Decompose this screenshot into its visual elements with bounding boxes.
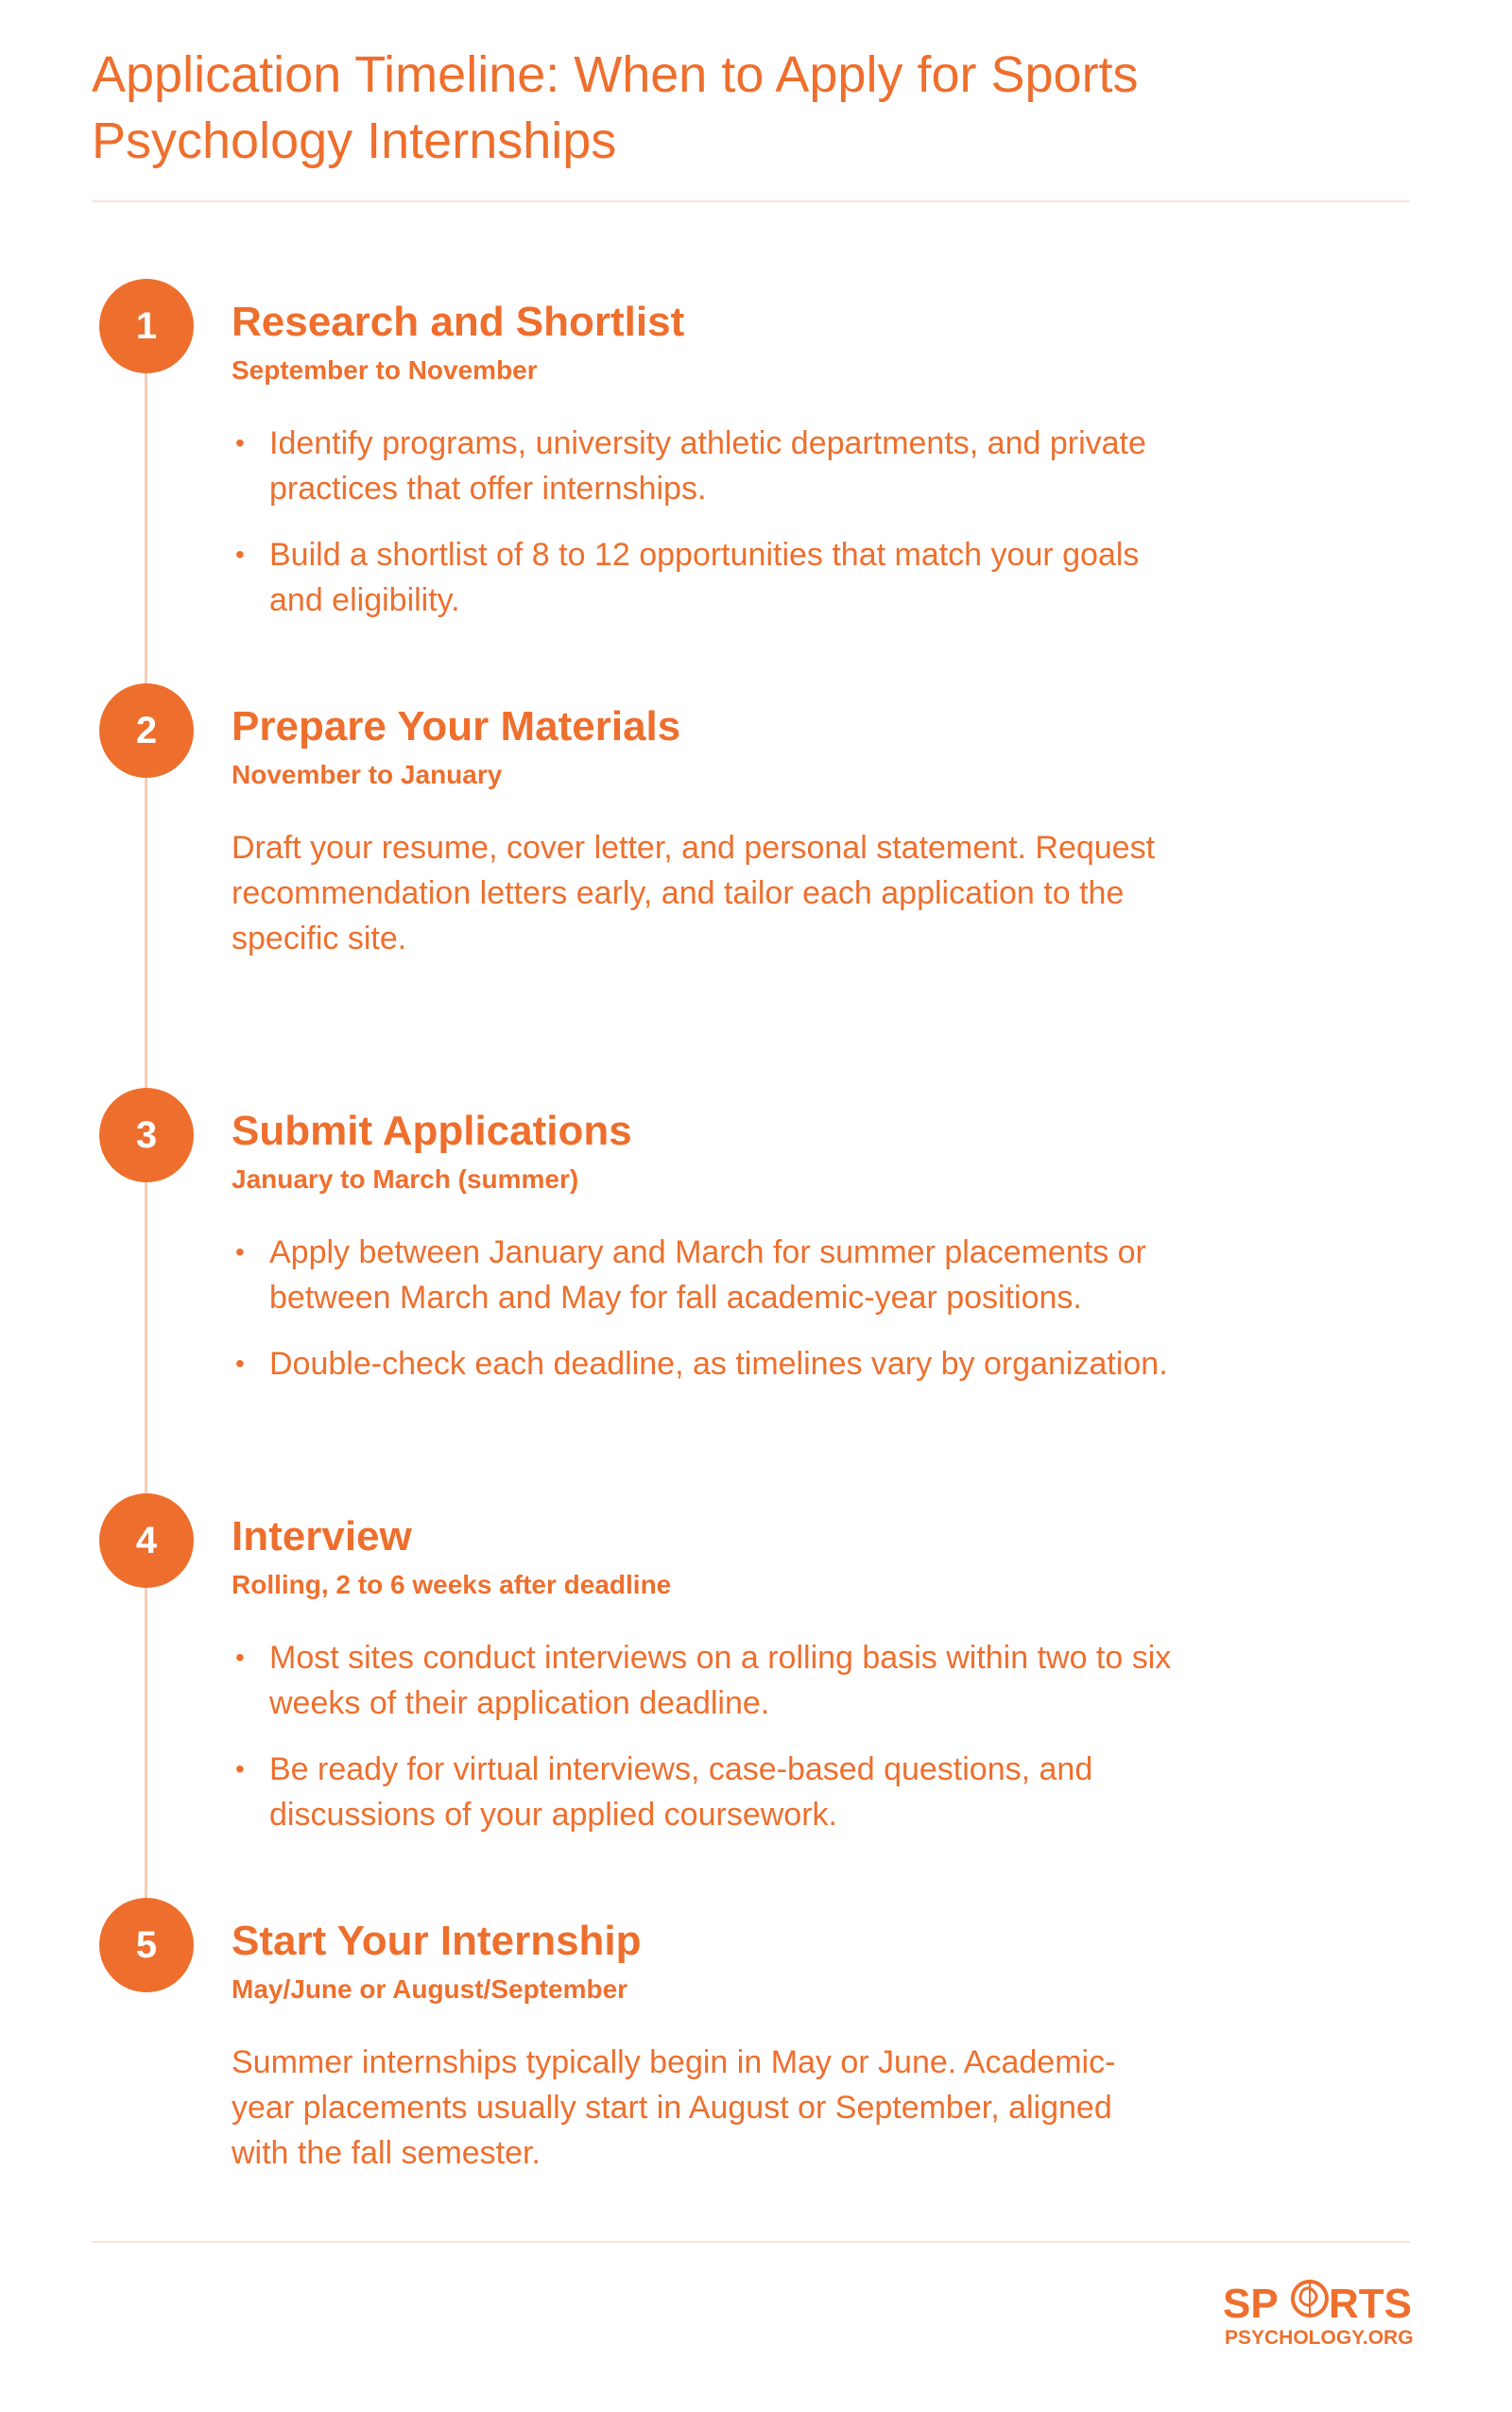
bullet-icon: • [235, 540, 245, 569]
step-number-badge: 1 [99, 279, 194, 373]
step-number-badge: 2 [99, 683, 194, 778]
step-number-badge: 5 [99, 1898, 194, 1992]
step-bullet: • Most sites conduct interviews on a rolling basis within two to six weeks of their application deadline. [232, 1635, 1177, 1726]
brain-icon [1293, 2282, 1327, 2316]
bullet-icon: • [235, 1643, 245, 1672]
step-paragraph: Summer internships typically begin in May or June. Academic-year placements usually start in August or September, aligned with the fall semester. [232, 2044, 1116, 2171]
step-date: Rolling, 2 to 6 weeks after deadline [232, 1570, 672, 1599]
bullet-icon: • [235, 1754, 245, 1783]
logo-word-left: SP [1223, 2281, 1279, 2327]
step-title: Prepare Your Materials [232, 703, 681, 749]
bullet-icon: • [235, 428, 245, 457]
bottom-divider [92, 2241, 1410, 2243]
step-paragraph: Draft your resume, cover letter, and personal statement. Request recommendation letters early, and tailor each application to the specific site. [232, 830, 1156, 956]
step-number-badge: 4 [99, 1493, 194, 1588]
logo-word-right: RTS [1329, 2281, 1412, 2327]
step-body [232, 1230, 1233, 1407]
step-body [232, 2040, 1139, 2176]
step-number-badge: 3 [99, 1088, 194, 1182]
step-body [232, 825, 1158, 961]
top-divider [92, 200, 1410, 202]
bullet-icon: • [235, 1349, 245, 1378]
bullet-icon: • [235, 1237, 245, 1266]
step-date: January to March (summer) [232, 1164, 579, 1194]
step-date: September to November [232, 355, 538, 385]
step-body [232, 1635, 1177, 1858]
page-title: Application Timeline: When to Apply for Sports Psychology Internships [92, 46, 1139, 169]
step-title: Start Your Internship [232, 1918, 642, 1964]
sportspsychology-logo [1223, 2276, 1431, 2352]
step-title: Interview [232, 1513, 412, 1559]
step-body [232, 421, 1177, 644]
logo-subline: PSYCHOLOGY.ORG [1225, 2327, 1414, 2349]
step-date: May/June or August/September [232, 1974, 628, 2004]
step-title: Submit Applications [232, 1108, 632, 1154]
step-date: November to January [232, 760, 503, 789]
step-title: Research and Shortlist [232, 299, 685, 345]
step-bullet: • Be ready for virtual interviews, case-based questions, and discussions of your applied coursework. [232, 1747, 1177, 1837]
step-bullet: • Double-check each deadline, as timelines vary by organization. [232, 1341, 1233, 1387]
step-bullet: • Build a shortlist of 8 to 12 opportunities that match your goals and eligibility. [232, 532, 1177, 623]
step-bullet: • Apply between January and March for summer placements or between March and May for fall academic-year positions. [232, 1230, 1233, 1320]
step-bullet: • Identify programs, university athletic departments, and private practices that offer internships. [232, 421, 1177, 511]
